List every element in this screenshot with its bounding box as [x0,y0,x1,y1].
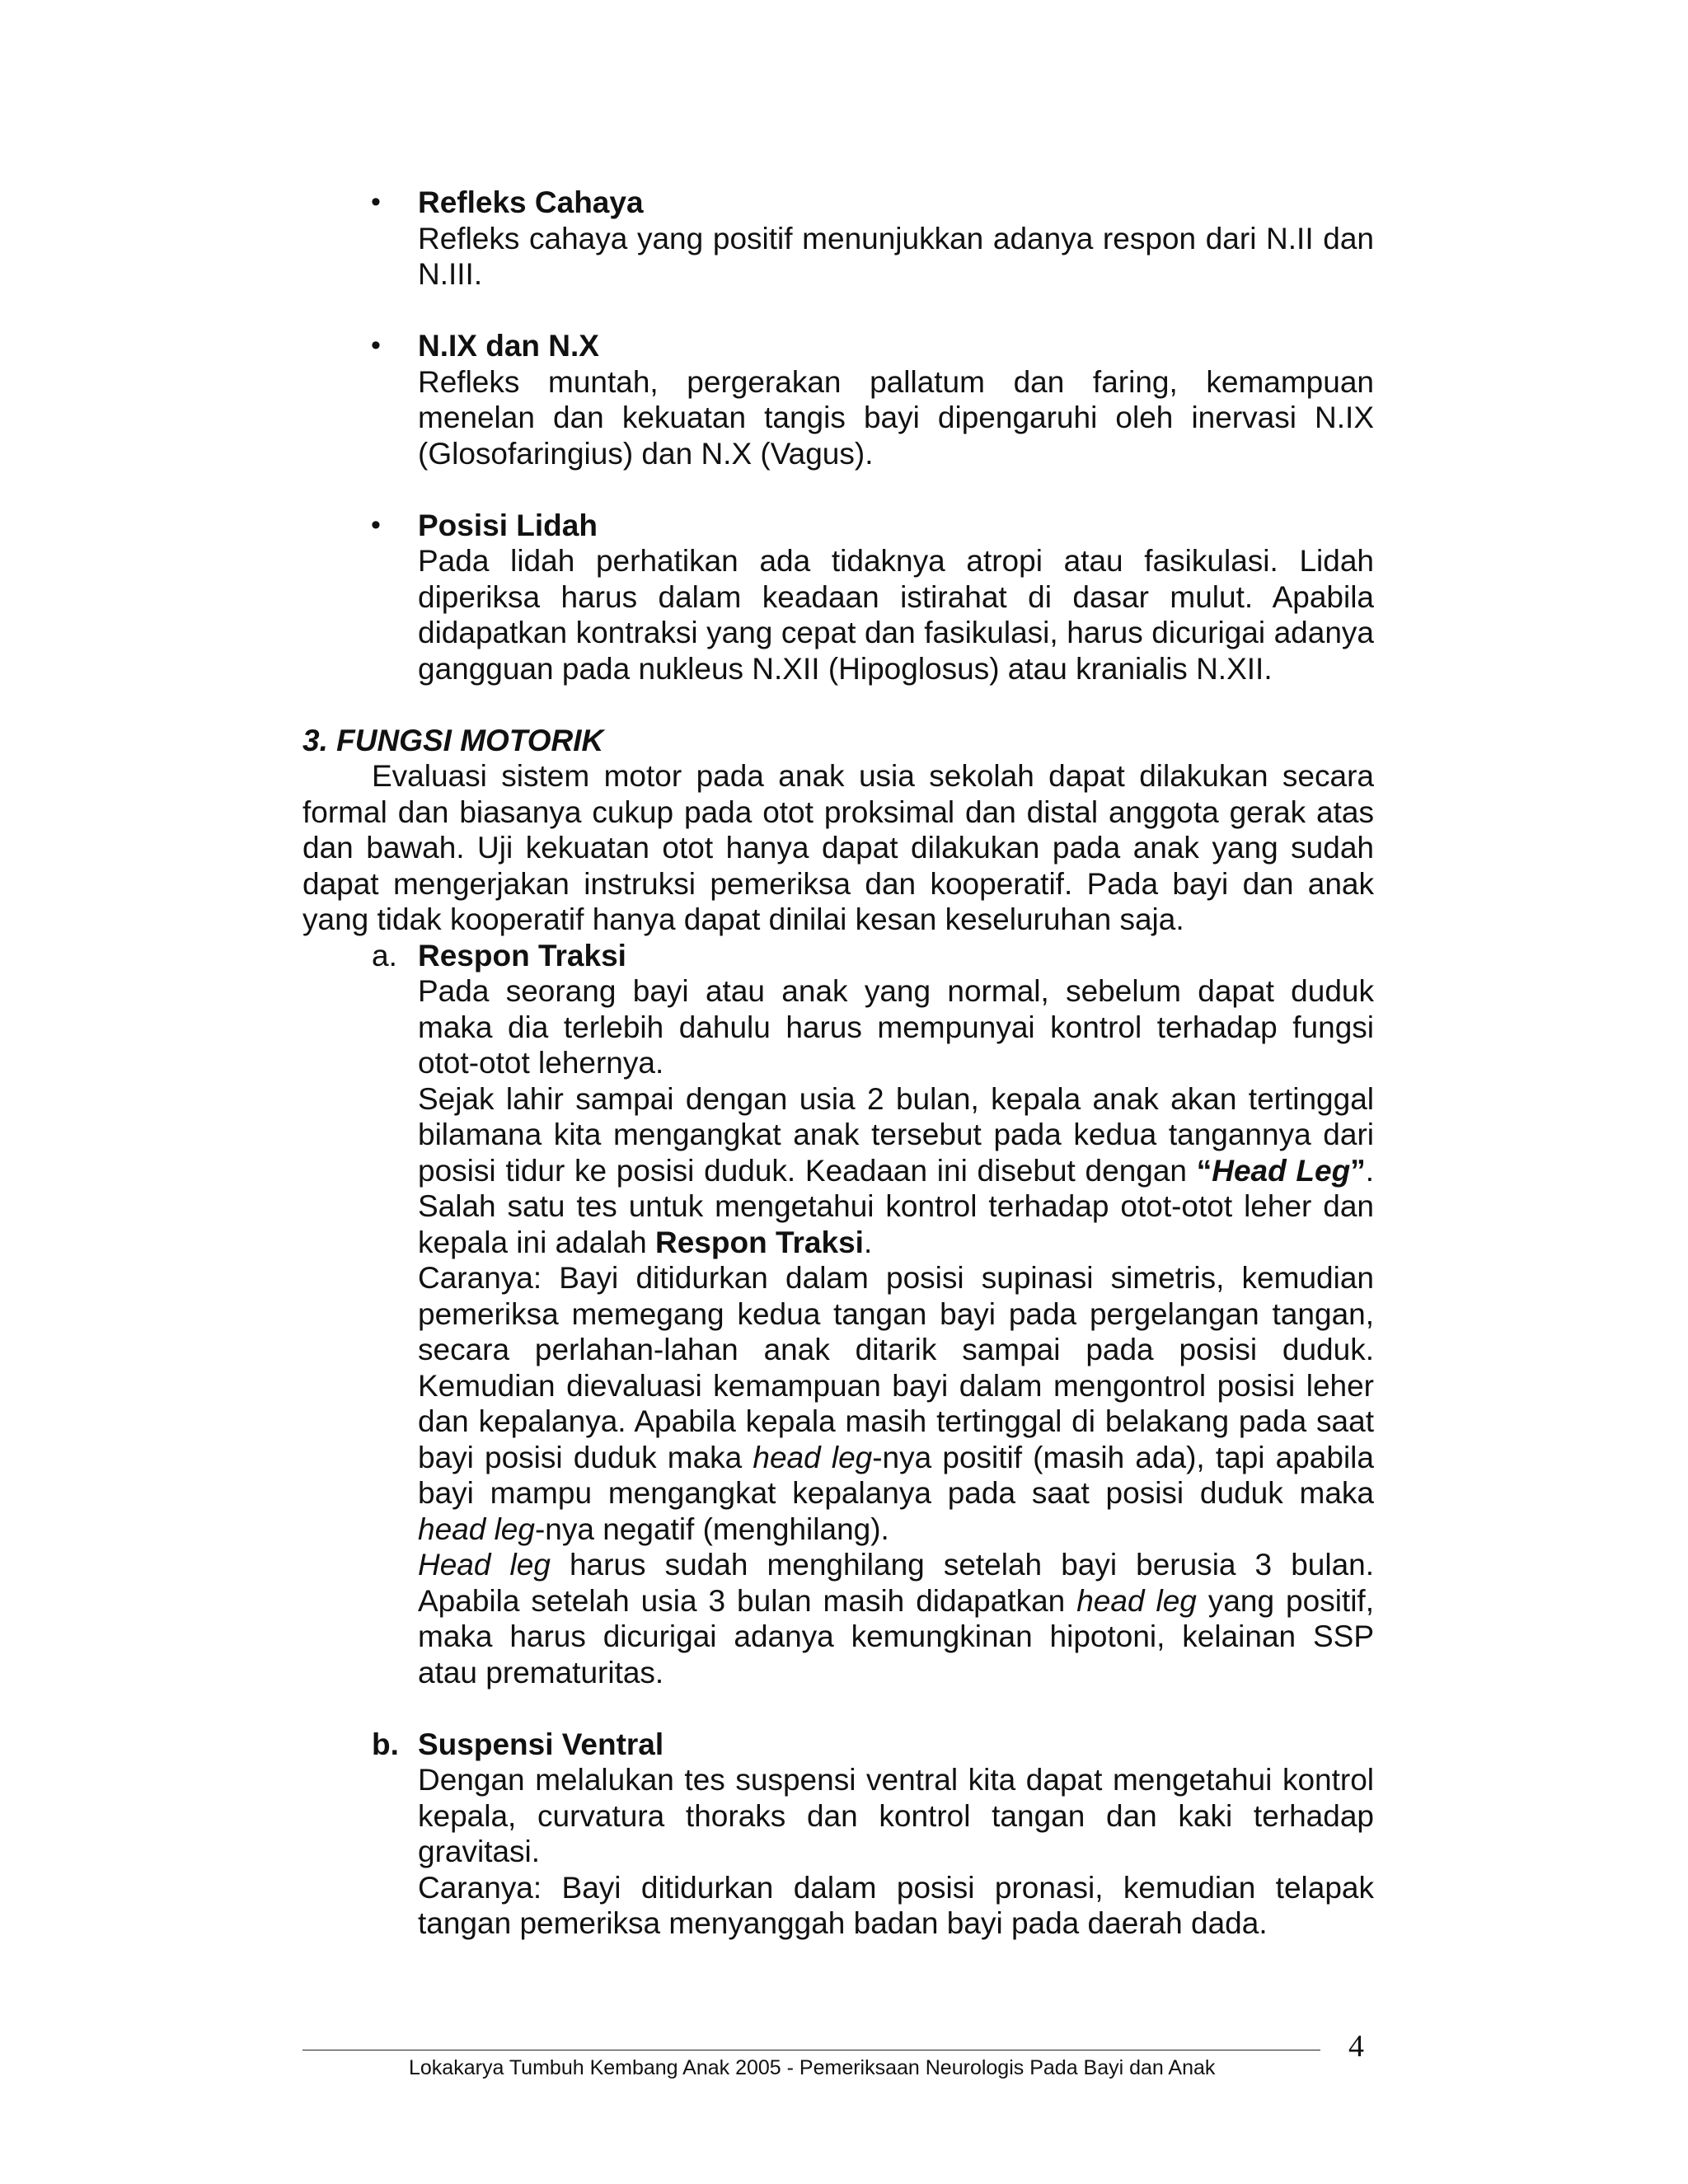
bullet-title: N.IX dan N.X [418,329,599,363]
bullet-title: Refleks Cahaya [418,185,644,219]
bullet-item [371,185,1374,293]
section-title: 3. FUNGSI MOTORIK [302,723,604,757]
bullet-item [371,328,1374,471]
list-marker: a. [372,938,397,972]
bullet-icon: • [371,330,381,361]
item-paragraph: Caranya: Bayi ditidurkan dalam posisi pronasi, kemudian telapak tangan pemeriksa menyanggah badan bayi pada daerah dada. [418,1870,1374,1940]
item-paragraph: Pada seorang bayi atau anak yang normal, sebelum dapat duduk maka dia terlebih dahulu harus mempunyai kontrol terhadap fungsi otot-otot lehernya. [418,974,1374,1080]
item-paragraph: Dengan melalukan tes suspensi ventral kita dapat mengetahui kontrol kepala, curvatura thoraks dan kontrol tangan dan kaki terhadap gravitasi. [418,1763,1374,1868]
bullet-title: Posisi Lidah [418,508,598,542]
bullet-icon: • [371,186,381,218]
page-content [302,185,1374,1942]
bullet-text: Refleks muntah, pergerakan pallatum dan faring, kemampuan menelan dan kekuatan tangis bayi dipengaruhi oleh inervasi N.IX (Glosofaringius) dan N.X (Vagus). [418,364,1374,471]
item-paragraph: Head leg harus sudah menghilang setelah bayi berusia 3 bulan. Apabila setelah usia 3 bulan masih didapatkan head leg yang positif, maka harus dicurigai adanya kemungkinan hipotoni, kelainan SSP atau prematuritas. [418,1548,1375,1690]
footer-text: Lokakarya Tumbuh Kembang Anak 2005 - Pemeriksaan Neurologis Pada Bayi dan Anak [409,2056,1216,2079]
bullet-item [371,508,1374,687]
list-marker: b. [372,1727,399,1761]
bullet-icon: • [371,509,381,541]
list-item-a [372,938,1375,1691]
item-paragraph: Sejak lahir sampai dengan usia 2 bulan, kepala anak akan tertinggal bilamana kita mengangkat anak tersebut pada kedua tangannya dari posisi tidur ke posisi duduk. Keadaan ini disebut dengan “Head Leg”. Salah satu tes untuk mengetahui kontrol terhadap otot-otot leher dan kepala ini adalah Respon Traksi. [418,1081,1374,1259]
list-item-b [372,1727,1374,1942]
item-title: Respon Traksi [418,938,626,972]
item-title: Suspensi Ventral [418,1727,664,1761]
section-intro: Evaluasi sistem motor pada anak usia sekolah dapat dilakukan secara formal dan biasanya cukup pada otot proksimal dan distal anggota gerak atas dan bawah. Uji kekuatan otot hanya dapat dilakukan pada anak yang sudah dapat mengerjakan instruksi pemeriksa dan kooperatif. Pada bayi dan anak yang tidak kooperatif hanya dapat dinilai kesan keseluruhan saja. [302,759,1374,936]
bullet-text: Refleks cahaya yang positif menunjukkan adanya respon dari N.II dan N.III. [418,221,1374,291]
page-number: 4 [1348,2029,1364,2064]
bullet-text: Pada lidah perhatikan ada tidaknya atropi atau fasikulasi. Lidah diperiksa harus dalam keadaan istirahat di dasar mulut. Apabila didapatkan kontraksi yang cepat dan fasikulasi, harus dicurigai adanya gangguan pada nukleus N.XII (Hipoglosus) atau kranialis N.XII. [418,544,1374,686]
item-paragraph: Caranya: Bayi ditidurkan dalam posisi supinasi simetris, kemudian pemeriksa memegang kedua tangan bayi pada pergelangan tangan, secara perlahan-lahan anak ditarik sampai pada posisi duduk. Kemudian dievaluasi kemampuan bayi dalam mengontrol posisi leher dan kepalanya. Apabila kepala masih tertinggal di belakang pada saat bayi posisi duduk maka head leg-nya positif (masih ada), tapi apabila bayi mampu mengangkat kepalanya pada saat posisi duduk maka head leg-nya negatif (menghilang). [418,1261,1374,1546]
